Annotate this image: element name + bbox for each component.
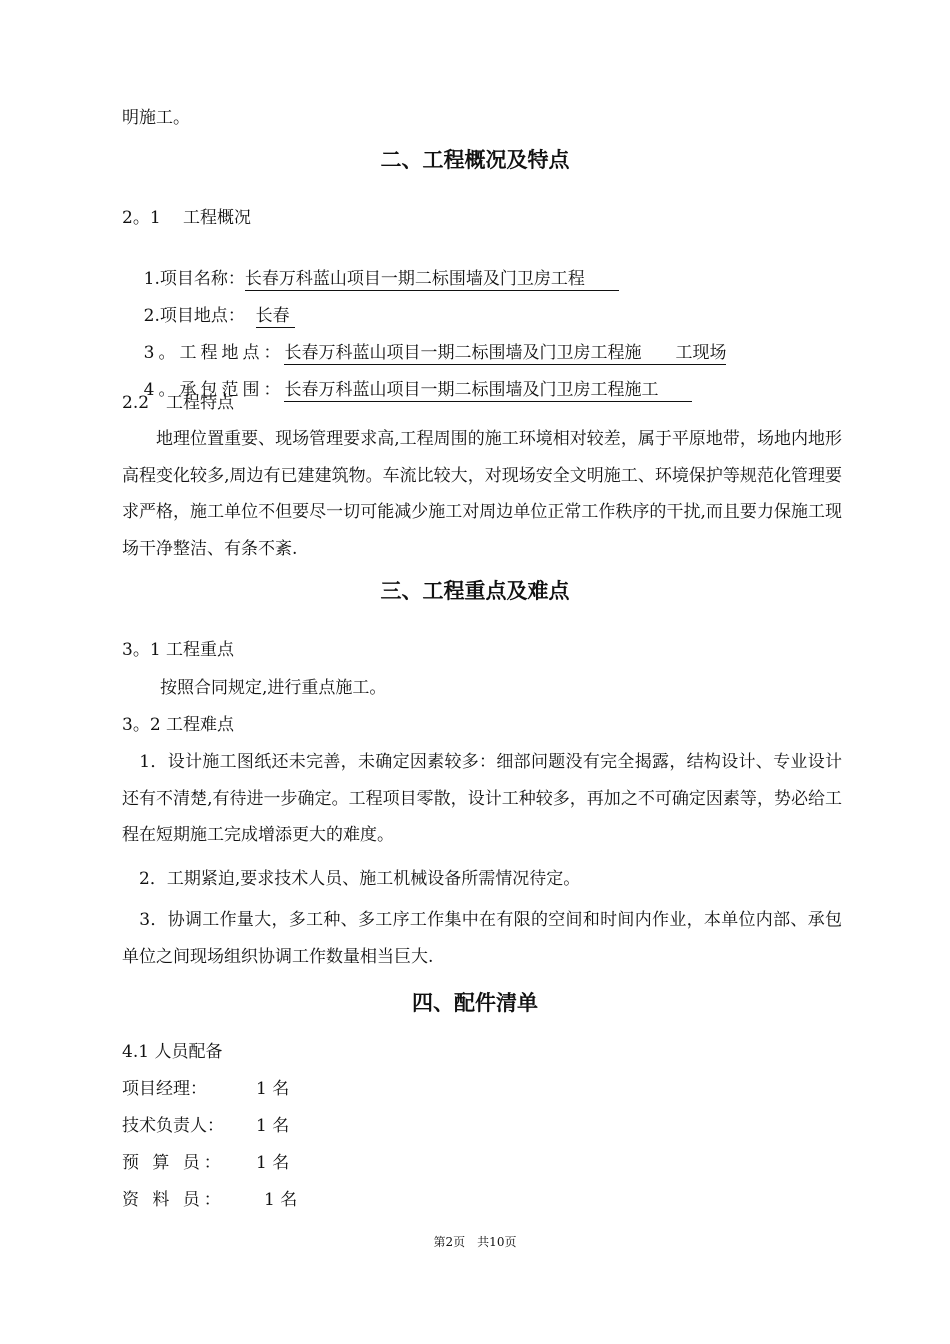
staff-row bbox=[122, 1151, 225, 1175]
site-location-value: 长春万科蓝山项目一期二标围墙及门卫房工程施 工现场 bbox=[284, 343, 727, 363]
subsection-3-1-heading: 3。1 工程重点 bbox=[122, 640, 235, 660]
section-4-heading: 四、配件清单 bbox=[412, 991, 538, 1015]
project-location-label: 2.项目地点： bbox=[143, 306, 245, 326]
staff-role: 技术负责人： bbox=[122, 1116, 224, 1136]
difficulty-item-1: 1．设计施工图纸还未完善，未确定因素较多：细部问题没有完全揭露，结构设计、专业设计还有不清楚,有待进一步确定。工程项目零散，设计工种较多，再加之不可确定因素等，势必给工程在短期施工完成增添更大的难度。 bbox=[122, 752, 842, 845]
staff-role: 预 算 员： bbox=[122, 1153, 225, 1173]
contract-scope-value: 长春万科蓝山项目一期二标围墙及门卫房工程施工 bbox=[284, 380, 693, 400]
staff-count: 1 名 bbox=[256, 1079, 290, 1099]
staff-count: 1 名 bbox=[264, 1190, 298, 1210]
staff-count: 1 名 bbox=[256, 1153, 290, 1173]
page-footer: 第2页 共10页 bbox=[433, 1235, 517, 1249]
staff-role: 项目经理： bbox=[122, 1079, 207, 1099]
subsection-3-1-text: 按照合同规定,进行重点施工。 bbox=[160, 678, 387, 698]
section-2-heading: 二、工程概况及特点 bbox=[380, 148, 570, 172]
subsection-2-1-heading: 2。1 工程概况 bbox=[122, 208, 252, 228]
subsection-2-2-heading: 2.2 工程特点 bbox=[122, 393, 235, 413]
project-name-value: 长春万科蓝山项目一期二标围墙及门卫房工程 bbox=[244, 269, 619, 289]
difficulty-item-2: 2．工期紧迫,要求技术人员、施工机械设备所需情况待定。 bbox=[122, 869, 581, 889]
intro-tail-text: 明施工。 bbox=[122, 108, 190, 128]
project-name-label: 1.项目名称： bbox=[143, 269, 245, 289]
project-features-paragraph: 地理位置重要、现场管理要求高,工程周围的施工环境相对较差，属于平原地带，场地内地形高程变化较多,周边有已建建筑物。车流比较大，对现场安全文明施工、环境保护等规范化管理要求严格，施工单位不但要尽一切可能减少施工对周边单位正常工作秩序的干扰,而且要力保施工现场干净整洁、有条不紊. bbox=[122, 429, 842, 559]
staff-row bbox=[122, 1077, 207, 1101]
site-location-label: 3。工程地点： bbox=[143, 343, 285, 363]
staff-role: 资 料 员： bbox=[122, 1190, 225, 1210]
subsection-4-1-heading: 4.1 人员配备 bbox=[122, 1042, 223, 1062]
project-location-value: 长春 bbox=[255, 306, 296, 326]
contract-scope-label: 4。承包范围： bbox=[143, 380, 285, 400]
contract-scope-row bbox=[122, 354, 692, 426]
subsection-3-2-heading: 3。2 工程难点 bbox=[122, 715, 235, 735]
staff-count: 1 名 bbox=[256, 1116, 290, 1136]
difficulty-item-3: 3．协调工作量大，多工种、多工序工作集中在有限的空间和时间内作业，本单位内部、承包单位之间现场组织协调工作数量相当巨大. bbox=[122, 910, 842, 967]
staff-row bbox=[122, 1188, 225, 1212]
section-3-heading: 三、工程重点及难点 bbox=[380, 579, 570, 603]
staff-row bbox=[122, 1114, 224, 1138]
